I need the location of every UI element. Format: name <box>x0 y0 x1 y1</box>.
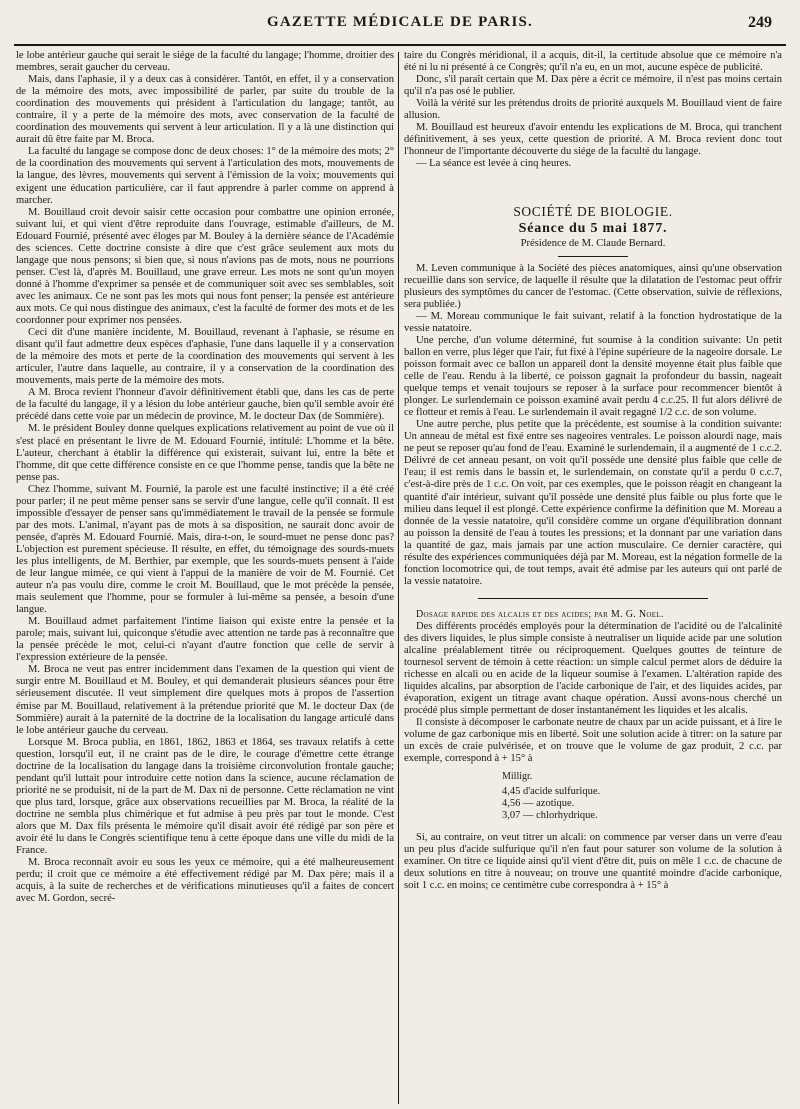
paragraph: Lorsque M. Broca publia, en 1861, 1862, 1863 et 1864, ses travaux relatifs à cette question, lorsqu'il eut, il ne craint pas de le dire, le courage d'émettre cette étrange doctrine de la localisation du langage dans la troisième circonvolution frontale gauche; pendant qu'il luttait pour introduire cette notion dans la science, aucune réclamation de priorité ne se produisit, ni de la part de M. Dax ni de personne. Cette réclamation ne vint que plus tard, lorsque, grâce aux observations recueillies par M. Broca, la réalité de la doctrine ne sembla plus chimérique et fut admise à peu près par tout le monde. C'est alors que M. Dax fils présenta le mémoire qu'il disait avoir été rédigé par son père et avoir été lu dans le Congrès scientifique tenu à cette époque dans une ville du midi de la France. <box>16 736 394 857</box>
paragraph: Ceci dit d'une manière incidente, M. Bouillaud, revenant à l'aphasie, se résume en disant qu'il faut admettre deux espèces d'aphasie, l'une dans laquelle il y a conservation de la mémoire des mots et perte de la coordination des mouvements qui servent à les articuler, l'autre dans laquelle, au contraire, il y a conservation de la coordination des mouvements, mais perte de la mémoire des mots. <box>16 327 394 387</box>
journal-title: GAZETTE MÉDICALE DE PARIS. <box>267 14 533 30</box>
paragraph: M. Leven communique à la Société des pièces anatomiques, ainsi qu'une observation recueillie dans son service, de laquelle il résulte que la dilatation de l'estomac peut offrir plusieurs des symptômes du cancer de l'estomac. (Cette observation, suivie de réflexions, sera publiée.) <box>404 262 782 310</box>
paragraph: Si, au contraire, on veut titrer un alcali: on commence par verser dans un verre d'eau un peu plus d'acide sulfurique qu'il n'en faut pour saturer son volume de la solution à examiner. On titre ce liquide ainsi qu'il vient d'être dit, puis on mêle 1 c.c. de chacune de deux solutions en titre à nouveau; on trouve une quantité moindre d'acide carbonique, soit 1 c.c. en moins; ce centimètre cube correspondra à + 15° à <box>404 831 782 891</box>
value-table <box>502 771 782 821</box>
paragraph: — M. Moreau communique le fait suivant, relatif à la fonction hydrostatique de la vessie natatoire. <box>404 310 782 334</box>
section-rule <box>558 256 628 257</box>
paragraph: Des différents procédés employés pour la détermination de l'acidité ou de l'alcalinité des divers liquides, le plus simple consiste à neutraliser un liquide acide par une solution alcaline préalablement titrée ou réciproquement. Quelques gouttes de teinture de tournesol servent de témoin à cette réaction: un simple calcul permet alors de déduire la richesse en alcali ou en acide de la liqueur soumise à l'examen. L'altération rapide des liquides alcalins, par absorption de l'acide carbonique de l'air, et des liquides acides, par évaporation, exigent un titrage avant chaque opération. Aussi avons-nous cherché un procédé plus simple permettant de doser instantanément les liquides et les alcalis. <box>404 620 782 717</box>
paragraph: taire du Congrès méridional, il a acquis, dit-il, la certitude absolue que ce mémoire n'a été ni lu ni présenté à ce Congrès; qu'il n'a eu, en un mot, aucune espèce de publicité. <box>404 50 782 74</box>
paragraph: Chez l'homme, suivant M. Fournié, la parole est une faculté instinctive; il a été créé pour parler; il ne peut même penser sans se servir d'une langue, celle qu'il connaît. Il est impossible d'essayer de penser sans qu'immédiatement le travail de la pensée se formule par des mots. L'animal, n'ayant pas de mots à sa disposition, ne saurait donc avoir de pensée, d'après M. Edouard Fournié. Mais, dira-t-on, le sourd-muet ne pense donc pas? L'objection est purement spécieuse. Il résulte, en effet, du témoignage des sourds-muets les plus intelligents, de M. Berthier, par exemple, que les sourds-muets pensent à l'aide de leur langue mimée, ce qui vient à l'appui de la manière de voir de M. Fournié. Cet auteur n'a pas voulu dire, comme le croit M. Bouillaud, que le mot précède la pensée, mais seulement que l'homme, pour se formuler à lui-même sa pensée, a besoin d'une langue. <box>16 483 394 616</box>
paragraph: Mais, dans l'aphasie, il y a deux cas à considérer. Tantôt, en effet, il y a conservation de la mémoire des mots, avec impossibilité de parler, par suite du trouble de la coordination des mouvements qui président à l'articulation du langage; tantôt, au contraire, il y a perte de la mémoire des mots, avec conservation de la faculté de coordination des mouvements qui servent à leur articulation. Il y a là une distinction qui aurait dû être faite par M. Broca. <box>16 74 394 146</box>
paragraph: M. Bouillaud est heureux d'avoir entendu les explications de M. Broca, qui tranchent définitivement, à ses yeux, cette question de priorité. A M. Broca revient donc tout l'honneur de l'importante découverte du siége de la faculté du langage. <box>404 122 782 158</box>
page-header <box>0 14 800 40</box>
paragraph: Donc, s'il paraît certain que M. Dax père a écrit ce mémoire, il n'est pas moins certain qu'il n'a pas osé le publier. <box>404 74 782 98</box>
session-close: — La séance est levée à cinq heures. <box>416 158 572 170</box>
table-row: 4,45 d'acide sulfurique. <box>502 785 601 797</box>
left-column <box>16 50 394 1102</box>
table-header: Milligr. <box>502 771 533 783</box>
right-column <box>404 50 782 1102</box>
section-rule <box>478 598 708 599</box>
paragraph: M. Bouillaud admet parfaitement l'intime liaison qui existe entre la pensée et la parole; mais, suivant lui, quiconque s'étudie avec attention ne tarde pas à reconnaître que la pensée précède le mot, celui-ci n'ayant d'autre fonction que celle de servir à l'expression extérieure de la pensée. <box>16 616 394 664</box>
table-row: 4,56 — azotique. <box>502 797 575 809</box>
paragraph: Voilà la vérité sur les prétendus droits de priorité auxquels M. Bouillaud vient de faire allusion. <box>404 98 782 122</box>
paragraph: M. le président Bouley donne quelques explications relativement au point de vue où il s'est placé en présentant le livre de M. Edouard Fournié, intitulé: L'homme et la bête. L'auteur, cherchant à établir la différence qui existerait, suivant lui, entre la bête et l'homme, dit que cette différence consiste en ce que l'homme pense, tandis que la bête ne pense pas. <box>16 423 394 483</box>
column-divider <box>398 52 399 1104</box>
paragraph: A M. Broca revient l'honneur d'avoir définitivement établi que, dans les cas de perte de la faculté du langage, il y a lésion du lobe antérieur gauche, bien qu'il semble avoir été précédé dans cette voie par un médecin de province, M. le docteur Dax (de Sommière). <box>16 387 394 423</box>
seance-heading: Séance du 5 mai 1877. <box>518 220 668 236</box>
paragraph: le lobe antérieur gauche qui serait le siége de la faculté du langage; l'homme, droitier des membres, serait gaucher du cerveau. <box>16 50 394 74</box>
paragraph: M. Broca reconnaît avoir eu sous les yeux ce mémoire, qui a été malheureusement perdu; il croit que ce mémoire a été effectivement rédigé par M. Dax père; mais il a acquis, à la suite de recherches et de vérifications minutieuses qu'il a faites de concert avec M. Gordon, secré- <box>16 857 394 905</box>
paragraph: Une perche, d'un volume déterminé, fut soumise à la condition suivante: Un petit ballon en verre, plus léger que l'air, fut fixé à l'épine supérieure de la nageoire dorsale. Le poisson formait avec ce ballon un appareil dont la densité moyenne était plus faible que celle de l'eau. Rendu à la liberté, ce poisson gagnait la profondeur du bassin, nageait quelque temps et venait toujours se reposer à la surface pour recommencer bientôt à plonger. Le surlendemain ce poisson examiné avait perdu 4 c.c.25. Il fut alors délivré de ce flotteur et remis à l'eau. Le surlendemain il avait regagné 1/2 c.c. de son volume. <box>404 334 782 419</box>
society-heading: SOCIÉTÉ DE BIOLOGIE. <box>513 204 673 220</box>
paragraph: M. Bouillaud croit devoir saisir cette occasion pour combattre une opinion erronée, suivant lui, et qui vient d'être reproduite dans l'ouvrage, estimable d'ailleurs, de M. Edouard Fournié, présenté avec éloges par M. Bouley à la dernière séance de l'Académie des sciences. Cette doctrine consiste à dire que c'est grâce seulement aux mots du langage que nous pensons; si bien que, si nous n'avions pas de mots, nous ne pourrions penser. C'est là, d'après M. Bouillaud, une grave erreur. Les mots ne sont qu'un moyen donné à l'homme d'exprimer sa pensée et de communiquer soit avec ses semblables, soit avec les animaux. Ce ne sont pas les mots qui nous font penser; la pensée est antérieure aux mots. Ce qui nous distingue des animaux, c'est la faculté de former des mots et de les coordonner pour exprimer nos pensées. <box>16 206 394 327</box>
table-row: 3,07 — chlorhydrique. <box>502 809 598 821</box>
paragraph: Une autre perche, plus petite que la précédente, est soumise à la condition suivante: Un anneau de métal est fixé entre ses nageoires ventrales. Le poisson alourdi nage, mais ne peut se reposer qu'au fond de l'eau. Examiné le surlendemain, il a augmenté de 1 c.c.2. Délivré de cet anneau pesant, on voit qu'il possède une densité plus faible que celle de l'eau; il est remis dans le bassin et, le surlendemain, on constate qu'il a perdu 0 c.c.7, c'est-à-dire près de 1 c.c. On voit, par ces exemples, que le poisson réagit en changeant la quantité d'air intérieur, suivant qu'il possède une densité plus faible ou plus forte que le milieu dans lequel il est plongé. Cette expérience confirme la définition que M. Moreau a donnée de la vessie natatoire, qu'il considère comme un organe d'équilibration donnant au poisson la densité de l'eau à toutes les pressions; et la donnant par une variation dans la quantité de gaz, mais jamais par une action musculaire. Ce dernier caractère, qui résulte des expériences communiquées déjà par M. Moreau, est la négation formelle de la fonction locomotrice qui, de tout temps, avait été admise par les auteurs qui ont parlé de la vessie natatoire. <box>404 419 782 587</box>
presidence-line: Présidence de M. Claude Bernard. <box>520 237 666 249</box>
page-number: 249 <box>748 14 772 31</box>
paragraph: La faculté du langage se compose donc de deux choses: 1° de la mémoire des mots; 2° de la coordination des mouvements qui servent à l'articulation des mots, mouvements de la langue, des lèvres, mouvements qui servent à l'émission de la voix; mouvements qui exigent une éducation particulière, car il faut apprendre à parler comme on apprend à marcher. <box>16 146 394 206</box>
header-rule <box>14 44 786 46</box>
paragraph: M. Broca ne veut pas entrer incidemment dans l'examen de la question qui vient de surgir entre M. Bouillaud et M. Bouley, et qui demanderait plusieurs séances pour être sérieusement discutée. Il veut simplement dire quelques mots à propos de l'assertion émise par M. Bouillaud, relativement à la prétendue priorité que M. le docteur Dax (de Sommière) aurait à la paternité de la doctrine de la localisation du langage articulé dans le lobe antérieur gauche du cerveau. <box>16 664 394 736</box>
paragraph: Il consiste à décomposer le carbonate neutre de chaux par un acide puissant, et à lire le volume de gaz carbonique mis en liberté. Soit une solution acide à titrer: on la sature par un excès de craie pulvérisée, et on trouve que le volume de gaz produit, 2 c.c. par exemple, correspond à + 15° à <box>404 717 782 765</box>
article-title: Dosage rapide des alcalis et des acides; par M. G. Noel. <box>416 608 664 620</box>
